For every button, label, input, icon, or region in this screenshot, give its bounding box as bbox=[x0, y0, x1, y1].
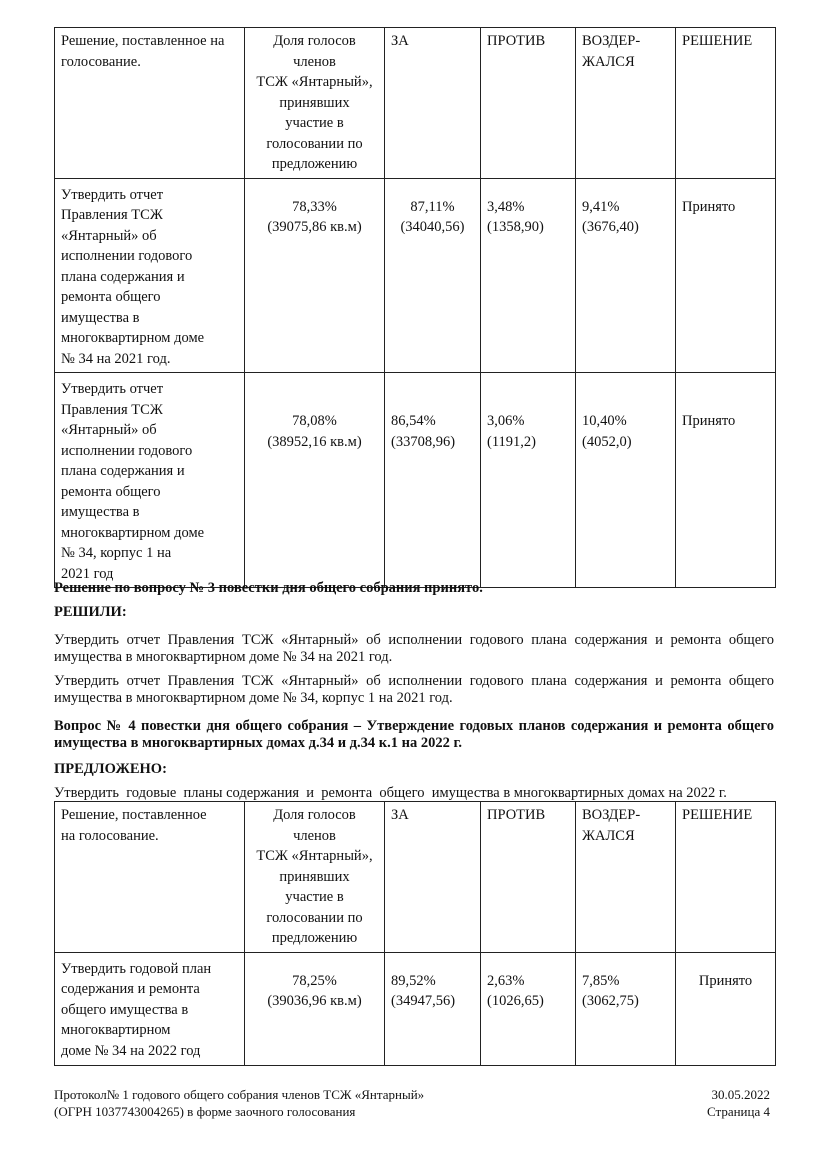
row-share: 78,33% (39075,86 кв.м) bbox=[245, 178, 385, 373]
header-abstained: ВОЗДЕР- ЖАЛСЯ bbox=[576, 802, 676, 953]
footer-date: 30.05.2022 bbox=[711, 1087, 770, 1102]
header-share: Доля голосов членов ТСЖ «Янтарный», принявших участие в голосовании по предложению bbox=[245, 28, 385, 179]
header-for: ЗА bbox=[385, 802, 481, 953]
footer-protocol-line1: Протокол№ 1 годового общего собрания членов ТСЖ «Янтарный» bbox=[54, 1087, 425, 1102]
header-decision: РЕШЕНИЕ bbox=[676, 802, 776, 953]
row-against: 3,06% (1191,2) bbox=[481, 373, 576, 588]
resolved-heading: РЕШИЛИ: bbox=[54, 604, 127, 620]
decision-q3-text: Решение по вопросу № 3 повестки дня общего собрания принято. bbox=[54, 580, 483, 596]
row-decision: Принято bbox=[676, 178, 776, 373]
header-question: Решение, поставленное на голосование. bbox=[55, 28, 245, 179]
proposed-text: Утвердить годовые планы содержания и ремонта общего имущества в многоквартирных домах на 2022 г. bbox=[54, 785, 727, 801]
row-for: 86,54% (33708,96) bbox=[385, 373, 481, 588]
row-share: 78,08% (38952,16 кв.м) bbox=[245, 373, 385, 588]
table-row bbox=[55, 952, 776, 1065]
voting-table-q3 bbox=[54, 27, 776, 588]
row-abstained: 7,85% (3062,75) bbox=[576, 952, 676, 1065]
header-for: ЗА bbox=[385, 28, 481, 179]
row-against: 3,48% (1358,90) bbox=[481, 178, 576, 373]
table-row bbox=[55, 373, 776, 588]
footer-protocol-line2: (ОГРН 1037743004265) в форме заочного голосования bbox=[54, 1104, 356, 1119]
row-for: 87,11% (34040,56) bbox=[385, 178, 481, 373]
header-decision: РЕШЕНИЕ bbox=[676, 28, 776, 179]
header-against: ПРОТИВ bbox=[481, 802, 576, 953]
header-against: ПРОТИВ bbox=[481, 28, 576, 179]
header-abstained: ВОЗДЕР- ЖАЛСЯ bbox=[576, 28, 676, 179]
resolved-paragraph-2: Утвердить отчет Правления ТСЖ «Янтарный» об исполнении годового плана содержания и ремонта общего имущества в многоквартирном доме № 34, корпус 1 на 2021 год. bbox=[54, 673, 774, 706]
header-question: Решение, поставленное на голосование. bbox=[55, 802, 245, 953]
row-abstained: 10,40% (4052,0) bbox=[576, 373, 676, 588]
table-header-row bbox=[55, 802, 776, 953]
table-header-row bbox=[55, 28, 776, 179]
row-against: 2,63% (1026,65) bbox=[481, 952, 576, 1065]
table-row bbox=[55, 178, 776, 373]
row-for: 89,52% (34947,56) bbox=[385, 952, 481, 1065]
row-question: Утвердить годовой план содержания и ремонта общего имущества в многоквартирном доме № 34 на 2022 год bbox=[55, 952, 245, 1065]
question-4-heading: Вопрос № 4 повестки дня общего собрания – Утверждение годовых планов содержания и ремонта общего имущества в многоквартирных домах д.34 и д.34 к.1 на 2022 г. bbox=[54, 718, 774, 751]
row-question: Утвердить отчет Правления ТСЖ «Янтарный» об исполнении годового плана содержания и ремонта общего имущества в многоквартирном доме № 34, корпус 1 на 2021 год bbox=[55, 373, 245, 588]
row-decision: Принято bbox=[676, 373, 776, 588]
voting-table-q4 bbox=[54, 801, 776, 1066]
row-abstained: 9,41% (3676,40) bbox=[576, 178, 676, 373]
proposed-heading: ПРЕДЛОЖЕНО: bbox=[54, 761, 167, 777]
row-share: 78,25% (39036,96 кв.м) bbox=[245, 952, 385, 1065]
header-share: Доля голосов членов ТСЖ «Янтарный», принявших участие в голосовании по предложению bbox=[245, 802, 385, 953]
row-decision: Принято bbox=[676, 952, 776, 1065]
resolved-paragraph-1: Утвердить отчет Правления ТСЖ «Янтарный» об исполнении годового плана содержания и ремонта общего имущества в многоквартирном доме № 34 на 2021 год. bbox=[54, 632, 774, 665]
row-question: Утвердить отчет Правления ТСЖ «Янтарный» об исполнении годового плана содержания и ремонта общего имущества в многоквартирном доме № 34 на 2021 год. bbox=[55, 178, 245, 373]
footer-page-number: Страница 4 bbox=[706, 1104, 770, 1119]
